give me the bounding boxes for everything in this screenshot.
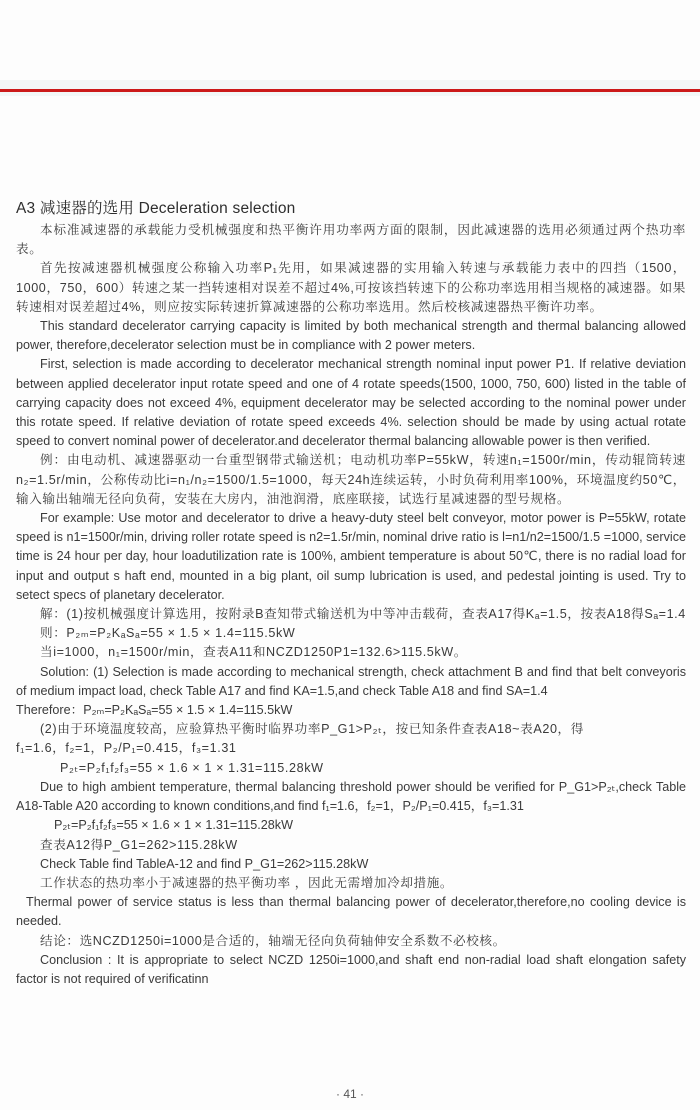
paragraph-en-solution-1: Solution: (1) Selection is made according to mechanical strength, check attachment B and find that belt conveyoris of medium impact load, check Table A17 and find KA=1.5,and check Table A18 and find SA=1.4 [16, 664, 686, 698]
paragraph-cn-solution-1: 解：(1)按机械强度计算选用，按附录B查知带式输送机为中等冲击载荷，查表A17得Kₐ=1.5，按表A18得Sₐ=1.4 [40, 607, 686, 622]
conclusion-cn: 结论：选NCZD1250i=1000是合适的，轴端无径向负荷轴伸安全系数不必校核。 [40, 933, 506, 948]
formula-p2m-cn: 则：P₂ₘ=P₂KₐSₐ=55 × 1.5 × 1.4=115.5kW [40, 626, 296, 641]
header-red-rule [0, 89, 700, 92]
cooling-cn: 工作状态的热功率小于减速器的热平衡功率 ，因此无需增加冷却措施。 [40, 875, 454, 890]
paragraph-cn-solution-2: (2)由于环境温度较高，应验算热平衡时临界功率P_G1>P₂ₜ，按已知条件查表A18~表A20，得 [40, 722, 584, 737]
cooling-en: Thermal power of service status is less than thermal balancing power of decelerator,therefore,no cooling device is needed. [16, 895, 686, 929]
paragraph-cn-example: 例：由电动机、减速器驱动一台重型钢带式输送机；电动机功率P=55kW，转速n₁=1500r/min，传动辊筒转速n₂=1.5r/min，公称传动比i=n₁/n₂=1500/1.5=1000，每天24h连续运转，小时负荷利用率100%，环境温度约50℃，输入输出轴端无径向负荷，安装在大房内，油池润滑，底座联接，试选行星减速器的型号规格。 [16, 453, 686, 506]
section-title: A3 减速器的选用 Deceleration selection [16, 200, 296, 217]
paragraph-cn-intro: 本标准减速器的承载能力受机械强度和热平衡许用功率两方面的限制，因此减速器的选用必须通过两个热功率表。 [16, 223, 686, 257]
formula-p2t-en: P₂ₜ=P₂f₁f₂f₃=55 × 1.6 × 1 × 1.31=115.28kW [54, 818, 293, 833]
header-band [0, 80, 700, 96]
formula-p2t-cn: P₂ₜ=P₂f₁f₂f₃=55 × 1.6 × 1 × 1.31=115.28kW [60, 760, 324, 775]
conclusion-en: Conclusion : It is appropriate to select NCZD 1250i=1000,and shaft end non-radial load shaft elongation safety factor is not required of verificatinn [16, 952, 686, 986]
paragraph-cn-method: 首先按减速器机械强度公称输入功率P₁先用，如果减速器的实用输入转速与承载能力表中的四挡（1500，1000，750，600）转速之某一挡转速相对误差不超过4%,可按该挡转速下的公称功率选用相当规格的减速器。如果转速相对误差超过4%，则应按实际转速折算减速器的公称功率选用。然后校核减速器热平衡许功率。 [16, 261, 686, 314]
paragraph-en-method: First, selection is made according to decelerator mechanical strength nominal input power P1. If relative deviation between applied decelerator input rotate speed and one of 4 rotate speeds(1500, 1000, 750, 600) listed in the table of carrying capacity does not exceed 4%, equipment decelerator may be selected according to the nominal power under this rotate speed. If relative deviation of rotate speed exceeds 4%. selection should be made by using actual rotate speed to convert nominal power of decelerator.and decelerator thermal balancing allowable power is then verified. [16, 357, 686, 449]
paragraph-en-example: For example: Use motor and decelerator to drive a heavy-duty steel belt conveyor, motor power is P=55kW, rotate speed is n1=1500r/min, driving roller rotate speed is n2=1.5r/min, nominal drive ratio is l=n1/n2=1500/1.5 =1000, service time is 24 hour per day, hour loadutilization rate is 100%, ambient temperature is about 50℃, there is no radial load for input and output s haft end, mounted in a big plant, oil sump lubrication is used, and pedestal jointing is used. Try to setect specs of planetary decelerator. [16, 511, 686, 602]
paragraph-en-solution-2: Due to high ambient temperature, thermal balancing threshold power should be verified for P_G1>P₂ₜ,check Table A18-Table A20 according to known conditions,and find f₁=1.6，f₂=1，P₂/P₁=0.415，f₃=1.31 [16, 779, 686, 814]
lookup-a11-cn: 当i=1000，n₁=1500r/min，查表A11和NCZD1250P1=132.6>115.5kW。 [40, 645, 467, 660]
factors-cn: f₁=1.6，f₂=1，P₂/P₁=0.415，f₃=1.31 [16, 741, 237, 756]
formula-p2m-en: Therefore：P₂ₘ=P₂KₐSₐ=55 × 1.5 × 1.4=115.5kW [16, 703, 293, 718]
lookup-a12-cn: 查表A12得P_G1=262>115.28kW [40, 837, 238, 852]
page-number: · 41 · [335, 1087, 364, 1101]
lookup-a12-en: Check Table find TableA-12 and find P_G1=262>115.28kW [40, 856, 369, 871]
paragraph-en-intro: This standard decelerator carrying capacity is limited by both mechanical strength and thermal balancing allowed power, therefore,decelerator selection must be in compliance with 2 power meters. [16, 319, 686, 353]
section-a3 [16, 196, 686, 989]
